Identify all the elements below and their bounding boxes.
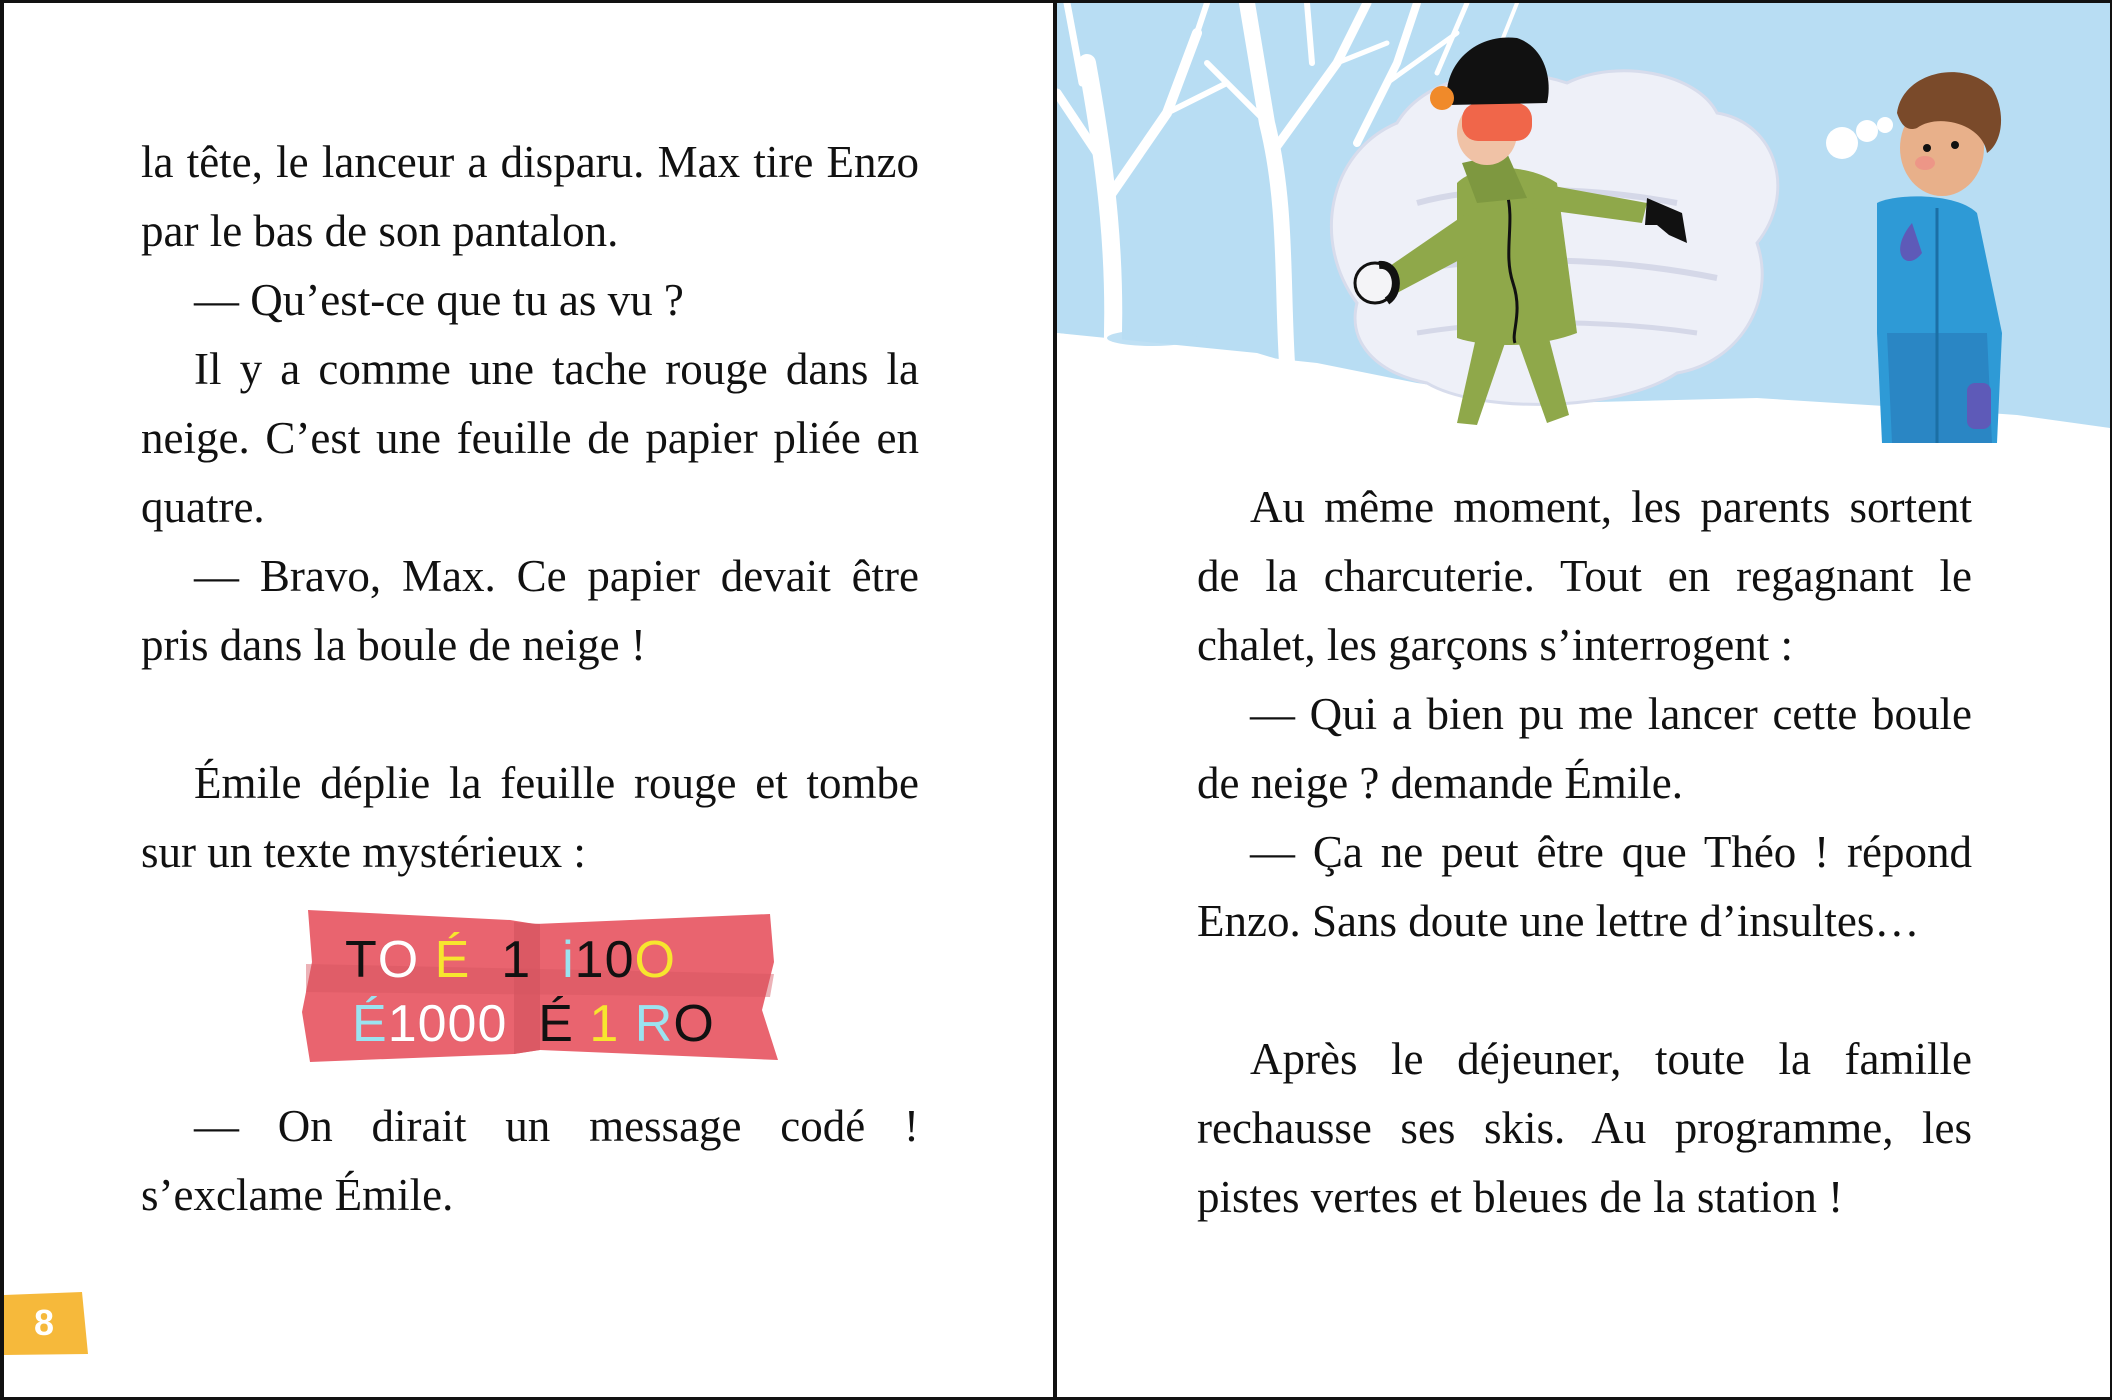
page-number-badge: [4, 1292, 90, 1355]
page-number: 8: [33, 1302, 55, 1343]
coded-row-2: [352, 994, 715, 1054]
coded-message-note: [300, 902, 782, 1072]
code-glyph: É: [352, 995, 388, 1053]
paragraph: — Ça ne peut être que Théo ! répond Enzo. Sans doute une lettre d’insultes…: [1197, 827, 1972, 946]
left-text-block-3: [141, 1092, 919, 1230]
paragraph: — Qu’est-ce que tu as vu ?: [194, 275, 684, 325]
code-glyph: O: [673, 995, 715, 1053]
left-page: [4, 0, 1053, 1400]
coded-row-1: [345, 930, 676, 990]
code-glyph: [507, 994, 538, 1054]
left-text-block-1: [141, 128, 919, 680]
paragraph: — On dirait un message codé ! s’exclame Émile.: [141, 1101, 919, 1220]
code-glyph: 1: [501, 931, 532, 989]
code-glyph: O: [377, 931, 420, 989]
paragraph: — Bravo, Max. Ce papier devait être pris dans la boule de neige !: [141, 551, 919, 670]
code-glyph: 1000: [387, 995, 508, 1053]
paragraph: — Qui a bien pu me lancer cette boule de neige ? demande Émile.: [1197, 689, 1972, 808]
code-glyph: É: [434, 931, 471, 989]
paragraph: Il y a comme une tache rouge dans la neige. C’est une feuille de papier pliée en quatre.: [141, 344, 919, 532]
paragraph: Émile déplie la feuille rouge et tombe sur un texte mystérieux :: [141, 758, 919, 877]
code-glyph: [619, 994, 634, 1054]
code-glyph: R: [634, 995, 674, 1053]
paragraph: la tête, le lanceur a disparu. Max tire Enzo par le bas de son pantalon.: [141, 137, 919, 256]
paragraph: Après le déjeuner, toute la famille rechausse ses skis. Au programme, les pistes vertes et bleues de la station !: [1197, 1034, 1972, 1222]
code-glyph: [419, 930, 434, 990]
code-glyph: [470, 930, 501, 990]
snowball-illustration: [1057, 3, 2110, 453]
right-page: [1057, 0, 2112, 1400]
code-glyph: O: [634, 931, 676, 989]
code-glyph: T: [345, 931, 378, 989]
paragraph: Au même moment, les parents sortent de la charcuterie. Tout en regagnant le chalet, les garçons s’interrogent :: [1197, 482, 1972, 670]
code-glyph: [531, 930, 562, 990]
code-glyph: i: [562, 931, 575, 989]
right-text-block: [1197, 473, 1972, 1232]
code-glyph: [574, 994, 589, 1054]
code-glyph: 10: [574, 931, 635, 989]
code-glyph: É: [538, 995, 574, 1053]
code-glyph: 1: [589, 995, 620, 1053]
left-text-block-2: [141, 749, 919, 887]
